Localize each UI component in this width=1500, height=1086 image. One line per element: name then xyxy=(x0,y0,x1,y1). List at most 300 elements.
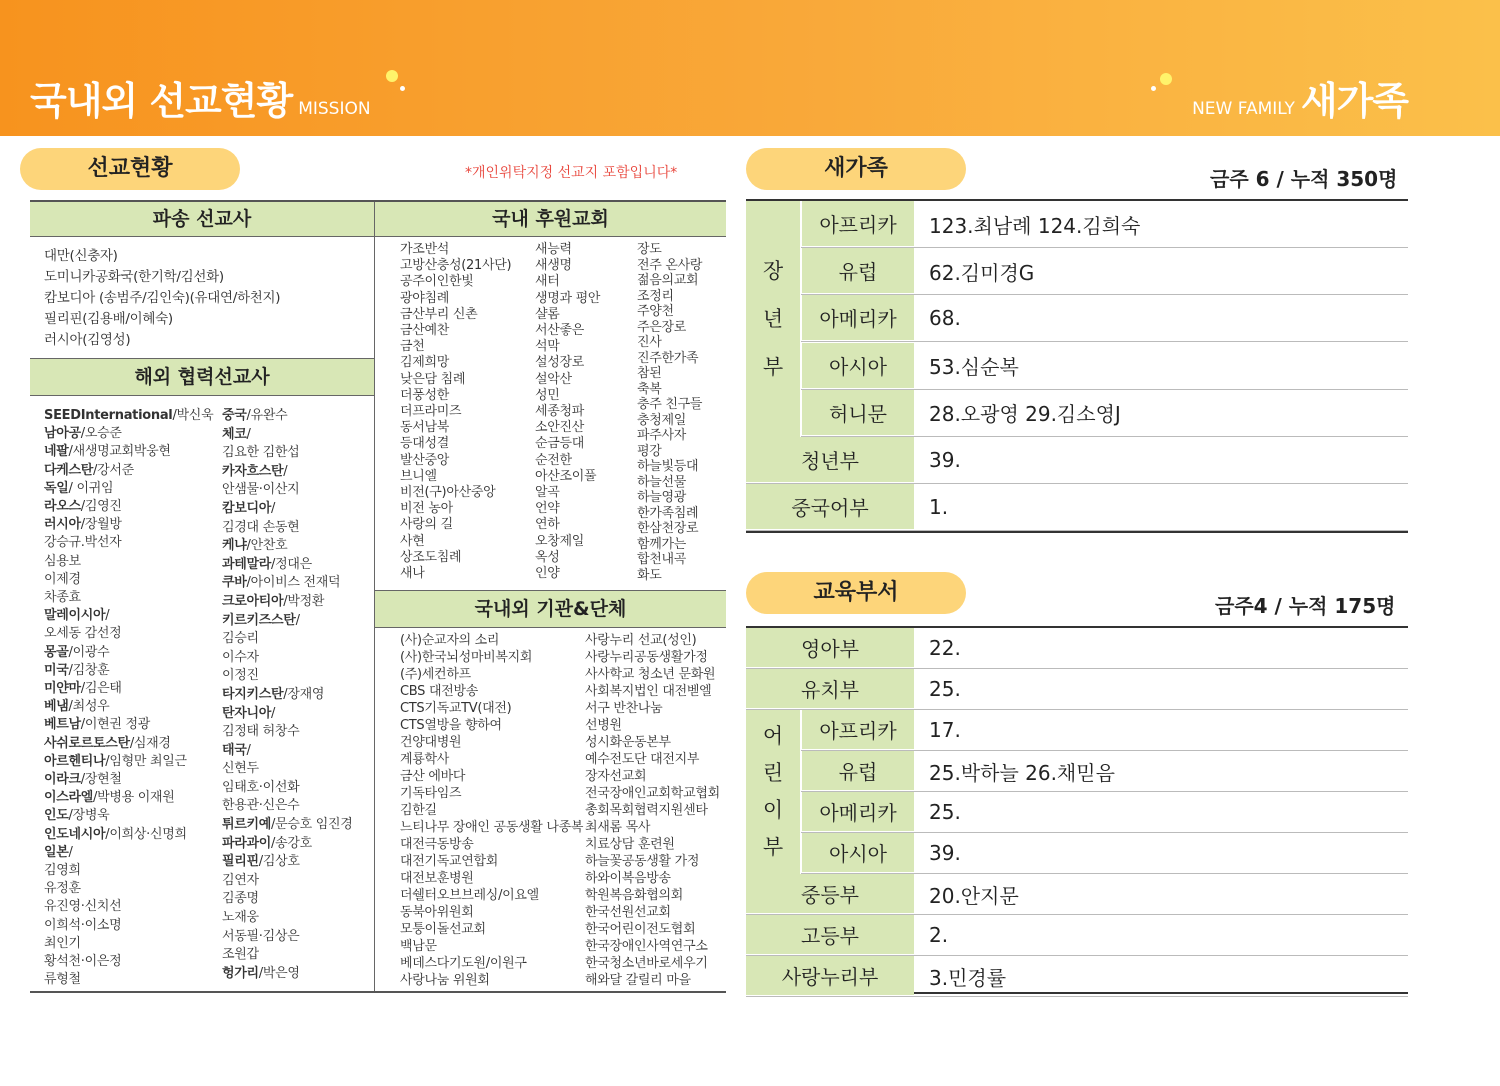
list-item: 느티나무 장애인 공동생활 나종복 xyxy=(400,820,584,835)
missionary-item xyxy=(222,779,353,798)
missionary-item xyxy=(222,593,353,612)
group-char: 부 xyxy=(762,355,784,379)
country-name: 헝가리 xyxy=(222,965,259,981)
education-table xyxy=(746,626,1408,994)
missionary-name: 김경대 손동현 xyxy=(222,519,300,535)
list-item: 대전보훈병원 xyxy=(400,871,474,886)
country-name: 키르키즈스탄 xyxy=(222,612,296,628)
missionary-item xyxy=(44,625,213,643)
table-row xyxy=(746,669,1408,710)
missionary-name: 신현두 xyxy=(222,761,259,777)
list-item: 합천내곡 xyxy=(637,552,687,567)
country-name: 필리핀 xyxy=(222,854,259,870)
partner-list-2 xyxy=(222,407,353,983)
country-name: 베트남 xyxy=(44,717,81,733)
list-item: 최새롬 목사 xyxy=(585,820,651,835)
row-value: 68. xyxy=(929,306,961,331)
country-name: 이스라엘 xyxy=(44,790,94,806)
missionary-name: 강승규.박선자 xyxy=(44,535,122,551)
list-item: 장자선교회 xyxy=(585,769,647,784)
newfamily-pill: 새가족 xyxy=(746,148,966,190)
list-item: 언약 xyxy=(535,501,560,517)
list-item: 대만(신충자) xyxy=(44,248,118,264)
missionary-item xyxy=(222,686,353,705)
country-name: 인도 xyxy=(44,808,69,824)
list-item: 하와이복음방송 xyxy=(585,871,671,886)
missionary-item xyxy=(44,425,213,443)
missionary-item xyxy=(222,705,353,724)
missionary-item xyxy=(222,407,353,426)
missionary-name: / xyxy=(105,608,110,624)
list-item: 오창제일 xyxy=(535,533,585,549)
missionary-name: / xyxy=(271,500,276,516)
missionary-item xyxy=(44,498,213,516)
missionary-item xyxy=(222,444,353,463)
table-row xyxy=(746,833,1408,874)
row-label: 유럽 xyxy=(802,751,914,791)
missionary-name: / 이귀임 xyxy=(68,480,114,496)
country-name: 미얀마 xyxy=(44,681,81,697)
list-item: 진사 xyxy=(637,335,662,350)
row-label: 유럽 xyxy=(802,248,914,294)
list-item: 가조반석 xyxy=(400,242,450,257)
row-value: 53.심순복 xyxy=(929,355,1019,380)
org-list-2 xyxy=(585,632,720,989)
missionary-name: /오승준 xyxy=(80,426,122,442)
missionary-item xyxy=(44,971,213,989)
row-label: 사랑누리부 xyxy=(746,956,914,996)
decor-dot-icon xyxy=(400,86,405,91)
list-item: 인양 xyxy=(535,566,560,582)
missionary-item xyxy=(44,735,213,753)
domestic-list-3 xyxy=(637,242,702,583)
list-item: 금천 xyxy=(400,339,425,355)
page-header xyxy=(0,0,1500,136)
missionary-name: / xyxy=(271,705,276,721)
list-item: 순전한 xyxy=(535,452,572,468)
missionary-item xyxy=(222,760,353,779)
list-item: 설성장로 xyxy=(535,355,585,371)
missionary-name: /장월방 xyxy=(80,517,122,533)
missionary-name: / xyxy=(68,844,73,860)
country-name: 캄보디아 xyxy=(222,500,272,516)
list-item: 비전 농아 xyxy=(400,501,453,517)
row-value: 28.오광영 29.김소영J xyxy=(929,402,1121,427)
row-label: 청년부 xyxy=(746,437,914,483)
header-right-en: NEW FAMILY xyxy=(1192,99,1295,119)
list-item: 동북아위원회 xyxy=(400,905,474,920)
row-value: 25.박하늘 26.채믿음 xyxy=(929,760,1115,785)
list-item: 금산예찬 xyxy=(400,323,450,339)
list-item: 충청제일 xyxy=(637,412,687,428)
missionary-item xyxy=(44,571,213,589)
missionary-item xyxy=(222,556,353,575)
missionary-name: 이희석·이소명 xyxy=(44,917,122,933)
list-item: 화도 xyxy=(637,567,662,583)
missionary-name: /박은영 xyxy=(258,965,300,981)
row-value: 22. xyxy=(929,636,961,660)
missionary-name: 유진영·신치선 xyxy=(44,899,122,915)
row-label: 아프리카 xyxy=(802,710,914,750)
list-item: 서산좋은 xyxy=(535,323,585,339)
missionary-item xyxy=(222,965,353,984)
missionary-name: / xyxy=(283,463,288,479)
domestic-list-2 xyxy=(535,242,600,582)
missionary-item xyxy=(44,789,213,807)
list-item: (주)세컨하프 xyxy=(400,667,471,682)
missionary-name: 노재웅 xyxy=(222,910,259,926)
row-label: 아프리카 xyxy=(802,201,914,247)
table-row xyxy=(746,201,1408,248)
decor-dot-icon xyxy=(1151,86,1156,91)
list-item: 대전극동방송 xyxy=(400,837,474,852)
missionary-item xyxy=(222,723,353,742)
country-name: SEEDInternational xyxy=(44,408,173,423)
partner-list-1 xyxy=(44,407,213,990)
list-item: CTS기독교TV(대전) xyxy=(400,701,512,716)
mission-pill: 선교현황 xyxy=(20,148,240,190)
missionary-item xyxy=(222,463,353,482)
missionary-name: 김승리 xyxy=(222,631,259,647)
missionary-name: /최성우 xyxy=(68,699,110,715)
list-item: 한삼천장로 xyxy=(637,521,699,536)
table-row xyxy=(746,390,1408,437)
list-item: 새능력 xyxy=(535,242,572,257)
list-item: 낮은담 침례 xyxy=(400,371,466,387)
list-item: 연하 xyxy=(535,517,560,533)
missionary-item xyxy=(222,835,353,854)
missionary-name: 김연자 xyxy=(222,872,259,888)
list-item: 상조도침례 xyxy=(400,549,462,565)
missionary-name: /박병용 이재원 xyxy=(93,790,175,806)
row-value: 62.김미경G xyxy=(929,260,1035,285)
country-name: 쿠바 xyxy=(222,575,247,591)
missionary-name: /박신욱 xyxy=(172,408,214,423)
missionary-name: 류형철 xyxy=(44,972,81,988)
missionary-item xyxy=(222,946,353,965)
missionary-item xyxy=(44,917,213,935)
list-item: 베데스다기도원/이원구 xyxy=(400,956,527,971)
list-item: 장도 xyxy=(637,242,662,257)
list-item: 사사학교 청소년 문화원 xyxy=(585,667,716,682)
list-item: 공주이인한빛 xyxy=(400,274,474,290)
missionary-item xyxy=(44,407,213,425)
missionary-item xyxy=(222,537,353,556)
missionary-name: /임형만 최일근 xyxy=(105,753,187,769)
list-item: 러시아(김영성) xyxy=(44,332,131,348)
list-item: 등대성결 xyxy=(400,436,450,452)
missionary-name: 이수자 xyxy=(222,649,259,665)
missionary-name: /새생명교회박웅현 xyxy=(68,444,171,460)
list-item: 한국선원선교회 xyxy=(585,905,671,920)
row-value: 39. xyxy=(929,448,961,472)
list-item: 치료상담 훈련원 xyxy=(585,837,675,852)
missionary-name: 임태호·이선화 xyxy=(222,779,300,795)
country-name: 이라크 xyxy=(44,772,81,788)
missionary-name: / xyxy=(295,612,300,628)
missionary-name: / xyxy=(246,742,251,758)
header-title-en: MISSION xyxy=(298,99,371,119)
list-item: 캄보디아 (송범주/김인숙)(유대연/하천지) xyxy=(44,290,281,306)
table-row xyxy=(746,874,1408,915)
table-row xyxy=(746,295,1408,342)
list-item: 옥성 xyxy=(535,549,560,565)
country-name: 말레이시아 xyxy=(44,608,106,624)
row-value: 2. xyxy=(929,923,949,947)
missionary-name: 이정진 xyxy=(222,668,259,684)
list-item: 한국청소년바로세우기 xyxy=(585,956,708,971)
missionary-item xyxy=(222,481,353,500)
list-item: 하늘선물 xyxy=(637,474,687,490)
group-char: 부 xyxy=(762,835,784,859)
missionary-item xyxy=(44,880,213,898)
missionary-item xyxy=(222,630,353,649)
country-name: 과테말라 xyxy=(222,556,272,572)
newfamily-group-label xyxy=(746,201,801,437)
missionary-name: 이제경 xyxy=(44,571,81,587)
table-row xyxy=(746,248,1408,295)
missionary-name: /강서준 xyxy=(93,462,134,478)
list-item: 젊음의교회 xyxy=(637,273,699,288)
list-item: 석막 xyxy=(535,339,560,355)
list-item: 소안진산 xyxy=(535,420,585,436)
missionary-name: 김정태 허창수 xyxy=(222,724,300,740)
country-name: 사쉬로르토스탄 xyxy=(44,735,130,751)
group-char: 장 xyxy=(762,259,784,283)
missionary-name: 김종명 xyxy=(222,891,259,907)
list-item: 샬롬 xyxy=(535,306,560,322)
missionary-name: 심용보 xyxy=(44,553,81,569)
list-item: 광야침례 xyxy=(400,290,450,306)
list-item: 순금등대 xyxy=(535,436,585,452)
group-char: 년 xyxy=(762,307,784,331)
list-item: 예수전도단 대전지부 xyxy=(585,752,700,767)
list-item: 사랑나눔 위원회 xyxy=(400,973,490,988)
list-item: CTS열방을 향하여 xyxy=(400,718,502,733)
list-item: 선병원 xyxy=(585,718,622,733)
country-name: 중국 xyxy=(222,408,247,423)
list-item: 동서남북 xyxy=(400,420,450,436)
country-name: 타지키스탄 xyxy=(222,686,284,702)
missionary-name: /유완수 xyxy=(246,408,288,423)
table-row xyxy=(746,915,1408,956)
header-newfamily xyxy=(1192,70,1408,125)
missionary-name: /이광수 xyxy=(68,644,110,660)
education-stat: 금주4 / 누적 175명 xyxy=(1215,594,1396,618)
table-row xyxy=(746,484,1408,531)
header-title-ko: 국내외 선교현황 xyxy=(30,79,293,123)
missionary-name: /이현권 정광 xyxy=(80,717,150,733)
missionary-name: /송강호 xyxy=(271,835,312,851)
table-row xyxy=(746,956,1408,997)
country-name: 파라과이 xyxy=(222,835,272,851)
list-item: 고방산충성(21사단) xyxy=(400,258,512,274)
list-item: 도미니카공화국(한기학/김선화) xyxy=(44,269,224,285)
list-item: 금산 에바다 xyxy=(400,769,466,784)
list-item: 진주한가족 xyxy=(637,350,699,366)
missionary-name: /안찬호 xyxy=(246,538,288,554)
org-list-1 xyxy=(400,632,583,989)
list-item: 하늘영광 xyxy=(637,490,687,505)
decor-dot-icon xyxy=(386,70,398,82)
missionary-name: 차종효 xyxy=(44,590,81,606)
missionary-item xyxy=(222,909,353,928)
country-name: 미국 xyxy=(44,662,69,678)
missionary-name: /이희상·신명희 xyxy=(105,826,187,842)
domestic-header: 국내 후원교회 xyxy=(375,202,726,237)
missionary-item xyxy=(44,716,213,734)
header-title xyxy=(30,70,371,125)
list-item: 평강 xyxy=(637,443,662,459)
missionary-item xyxy=(44,862,213,880)
newfamily-table xyxy=(746,199,1408,533)
list-item: 새나 xyxy=(400,566,425,582)
missionary-item xyxy=(222,816,353,835)
org-header: 국내외 기관&단체 xyxy=(375,590,726,628)
group-char: 린 xyxy=(762,761,784,785)
missionary-item xyxy=(44,607,213,625)
row-value: 123.최남례 124.김희숙 xyxy=(929,213,1141,238)
country-name: 남아공 xyxy=(44,426,81,442)
table-row xyxy=(746,710,1408,751)
list-item: 김한길 xyxy=(400,803,437,818)
sent-list xyxy=(44,246,280,351)
list-item: 축복 xyxy=(637,381,662,397)
missionary-item xyxy=(222,872,353,891)
row-value: 25. xyxy=(929,677,961,701)
missionary-name: /김은태 xyxy=(80,681,122,697)
table-row xyxy=(746,437,1408,484)
missionary-name: 안샘물·이산지 xyxy=(222,482,300,498)
country-name: 다케스탄 xyxy=(44,462,94,478)
missionary-item xyxy=(222,853,353,872)
country-name: 라오스 xyxy=(44,499,81,515)
missionary-item xyxy=(44,680,213,698)
mission-note: *개인위탁지정 선교지 포함입니다* xyxy=(465,165,678,181)
country-name: 베냄 xyxy=(44,699,69,715)
missionary-item xyxy=(44,935,213,953)
row-label: 영아부 xyxy=(746,628,914,668)
list-item: 대전기독교연합회 xyxy=(400,854,499,869)
list-item: 건양대병원 xyxy=(400,735,462,750)
mission-table xyxy=(30,200,726,993)
list-item: 아산조이풀 xyxy=(535,468,597,484)
missionary-item xyxy=(44,953,213,971)
missionary-item xyxy=(222,426,353,445)
missionary-name: /심재경 xyxy=(129,735,171,751)
missionary-name: 서동필·김상은 xyxy=(222,928,300,944)
table-row xyxy=(746,792,1408,833)
missionary-item xyxy=(44,898,213,916)
list-item: 비전(구)아산중앙 xyxy=(400,485,496,501)
list-item: 한가족침례 xyxy=(637,505,699,521)
list-item: 발산중앙 xyxy=(400,452,450,468)
list-item: 충주 친구들 xyxy=(637,397,703,412)
list-item: 사현 xyxy=(400,533,425,549)
education-pill: 교육부서 xyxy=(746,572,966,614)
list-item: 사회복지법인 대전벧엘 xyxy=(585,684,712,699)
country-name: 태국 xyxy=(222,742,247,758)
missionary-item xyxy=(44,662,213,680)
list-item: 성시화운동본부 xyxy=(585,735,671,750)
partner-header: 해외 협력선교사 xyxy=(30,358,374,396)
row-label: 아메리카 xyxy=(802,792,914,832)
country-name: 크로아티아 xyxy=(222,593,284,609)
missionary-item xyxy=(44,589,213,607)
list-item: 서구 반찬나눔 xyxy=(585,701,663,716)
list-item: 기독타임즈 xyxy=(400,786,462,801)
missionary-item xyxy=(44,771,213,789)
table-row xyxy=(746,751,1408,792)
list-item: 김제희망 xyxy=(400,355,450,371)
missionary-item xyxy=(222,890,353,909)
group-char: 이 xyxy=(762,798,784,822)
missionary-item xyxy=(222,667,353,686)
row-value: 25. xyxy=(929,800,961,824)
country-name: 아르헨티나 xyxy=(44,753,106,769)
country-name: 케냐 xyxy=(222,538,247,554)
list-item: 새터 xyxy=(535,274,560,290)
row-label: 중국어부 xyxy=(746,484,914,530)
missionary-name: 조원갑 xyxy=(222,947,259,963)
list-item: (사)한국뇌성마비복지회 xyxy=(400,650,533,665)
list-item: 하늘꽃공동생활 가정 xyxy=(585,854,700,869)
missionary-name: 한용관·신은수 xyxy=(222,798,300,814)
list-item: 주은장로 xyxy=(637,319,687,335)
list-item: 더풍성한 xyxy=(400,387,450,403)
list-item: 알곡 xyxy=(535,485,560,501)
table-row xyxy=(746,628,1408,669)
missionary-item xyxy=(222,612,353,631)
missionary-name: /아이비스 전재덕 xyxy=(246,575,341,591)
missionary-item xyxy=(222,742,353,761)
missionary-name: /정대은 xyxy=(271,556,312,572)
list-item: 브니엘 xyxy=(400,468,437,484)
missionary-name: 김요한 김한섭 xyxy=(222,445,300,461)
list-item: 전국장애인교회학교협회 xyxy=(585,786,720,801)
list-item: 함께가는 xyxy=(637,536,687,552)
row-label: 아메리카 xyxy=(802,295,914,341)
list-item: 해와달 갈릴리 마을 xyxy=(585,973,691,988)
list-item: 새생명 xyxy=(535,258,572,274)
missionary-item xyxy=(222,797,353,816)
missionary-item xyxy=(44,807,213,825)
row-label: 아시아 xyxy=(802,833,914,873)
list-item: 사랑의 길 xyxy=(400,517,453,533)
row-label: 아시아 xyxy=(802,343,914,389)
country-name: 몽골 xyxy=(44,644,69,660)
list-item: 하늘빛등대 xyxy=(637,459,699,474)
missionary-item xyxy=(44,644,213,662)
missionary-item xyxy=(44,516,213,534)
list-item: 학원복음화협의회 xyxy=(585,888,684,903)
country-name: 탄자니아 xyxy=(222,705,272,721)
country-name: 일본 xyxy=(44,844,69,860)
decor-dot-icon xyxy=(1160,73,1172,85)
country-name: 인도네시아 xyxy=(44,826,106,842)
list-item: 사랑누리 선교(성인) xyxy=(585,633,697,648)
list-item: 총회목회협력지원센타 xyxy=(585,803,708,818)
list-item: CBS 대전방송 xyxy=(400,684,478,699)
missionary-name: /장재영 xyxy=(283,686,325,702)
list-item: 세종청파 xyxy=(535,404,585,420)
missionary-name: /김창훈 xyxy=(68,662,110,678)
missionary-name: /김상호 xyxy=(258,854,300,870)
list-item: 더쉘터오브브레싱/이요엘 xyxy=(400,888,539,903)
list-item: 모퉁이돌선교회 xyxy=(400,922,486,937)
row-value: 20.안지문 xyxy=(929,883,1019,908)
row-value: 3.민경률 xyxy=(929,965,1007,990)
